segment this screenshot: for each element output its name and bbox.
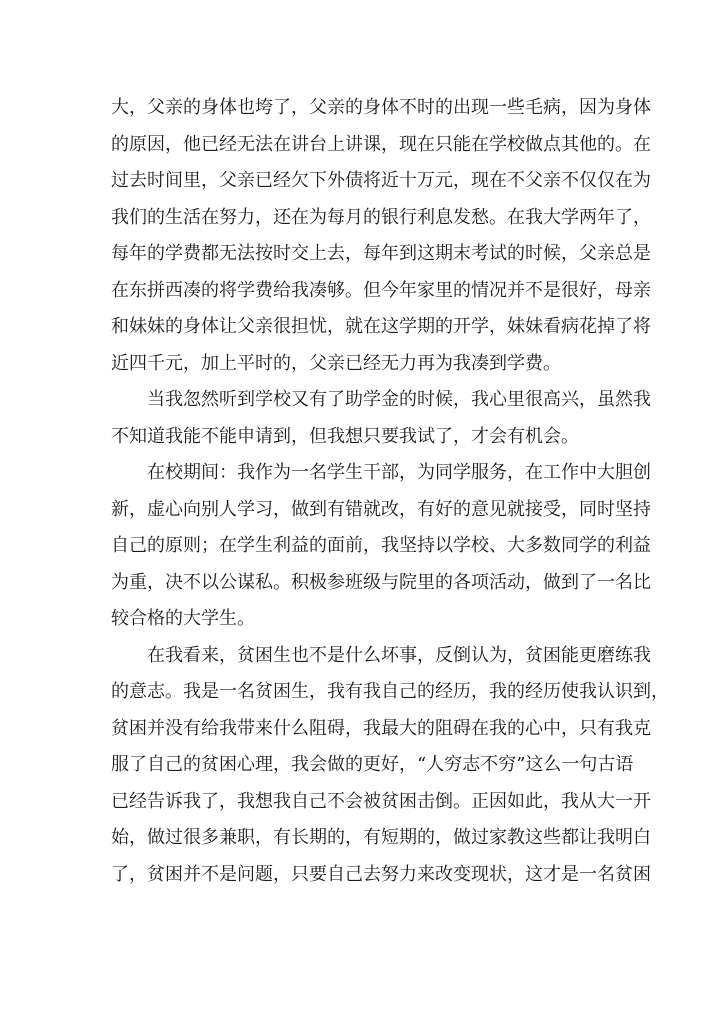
text-line: 每年的学费都无法按时交上去，每年到这期末考试的时候，父亲总是 (111, 243, 651, 264)
text-line: 始，做过很多兼职，有长期的，有短期的，做过家教这些都让我明白 (111, 827, 651, 848)
text-line: 较合格的大学生。 (111, 608, 255, 629)
text-line: 大，父亲的身体也垮了，父亲的身体不时的出现一些毛病，因为身体 (111, 97, 651, 118)
text-line: 近四千元，加上平时的，父亲已经无力再为我凑到学费。 (111, 352, 561, 374)
text-line: 当我忽然听到学校又有了助学金的时候，我心里很高兴，虽然我 (147, 389, 651, 410)
text-line: 在校期间：我作为一名学生干部，为同学服务，在工作中大胆创 (147, 462, 651, 483)
text-line: 新，虚心向别人学习，做到有错就改，有好的意见就接受，同时坚持 (111, 498, 651, 520)
text-line: 已经告诉我了，我想我自己不会被贫困击倒。正因如此，我从大一开 (111, 790, 651, 812)
text-line: 和妹妹的身体让父亲很担忧，就在这学期的开学，妹妹看病花掉了将 (111, 316, 651, 337)
text-line: 服了自己的贫困心理，我会做的更好，“人穷志不穷”这么一句古语 (111, 754, 634, 775)
text-line: 在东拼西凑的将学费给我凑够。但今年家里的情况并不是很好，母亲 (111, 279, 651, 301)
document-body (111, 90, 669, 893)
text-line: 我们的生活在努力，还在为每月的银行利息发愁。在我大学两年了， (111, 206, 651, 228)
text-line: 了，贫困并不是问题，只要自己去努力来改变现状，这才是一名贫困 (111, 863, 651, 885)
text-line: 的原因，他已经无法在讲台上讲课，现在只能在学校做点其他的。在 (111, 133, 651, 155)
text-line: 的意志。我是一名贫困生，我有我自己的经历，我的经历使我认识到， (111, 681, 669, 702)
text-line: 为重，决不以公谋私。积极参班级与院里的各项活动，做到了一名比 (111, 571, 651, 593)
text-line: 自己的原则；在学生利益的面前，我坚持以学校、大多数同学的利益 (111, 535, 651, 556)
text-line: 过去时间里，父亲已经欠下外债将近十万元，现在不父亲不仅仅在为 (111, 170, 651, 191)
text-line: 贫困并没有给我带来什么阻碍，我最大的阻碍在我的心中，只有我克 (111, 717, 651, 739)
text-line: 不知道我能不能申请到，但我想只要我试了，才会有机会。 (111, 425, 579, 447)
text-line: 在我看来，贫困生也不是什么坏事，反倒认为，贫困能更磨练我 (147, 644, 651, 666)
